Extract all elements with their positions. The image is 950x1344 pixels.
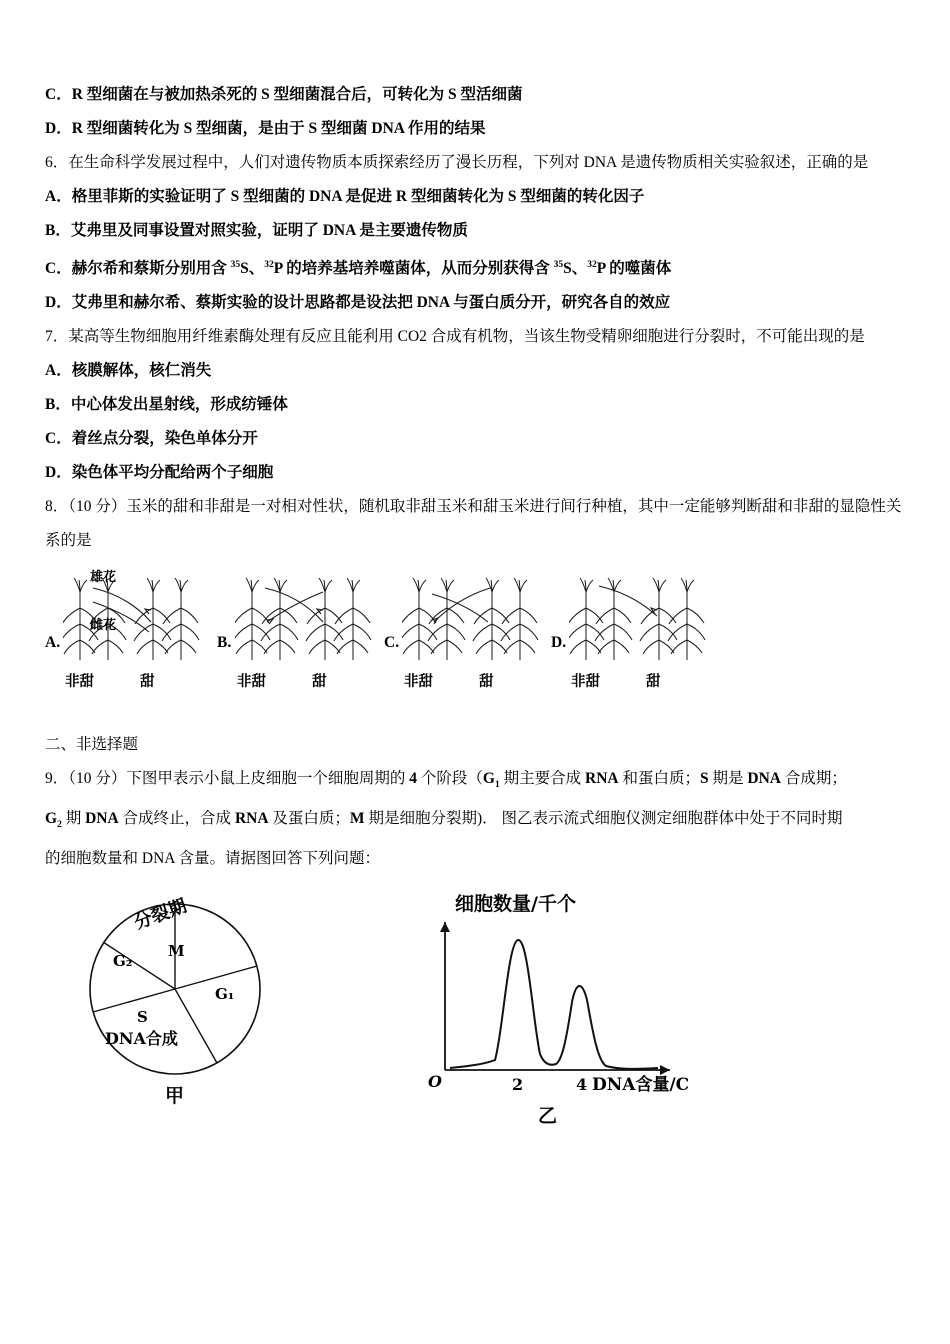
corn-figure bbox=[45, 569, 910, 702]
curve-y-axis-label: 细胞数量/千个 bbox=[455, 893, 576, 916]
option-D-top bbox=[45, 112, 910, 146]
corn-group-c bbox=[384, 572, 559, 697]
corn-caption-left: 非甜 bbox=[571, 674, 600, 691]
option-label: A． bbox=[45, 362, 72, 380]
question-9-line3 bbox=[45, 842, 910, 876]
option-C-top bbox=[45, 78, 910, 112]
question-7-option-d bbox=[45, 456, 910, 490]
corn-caption-left: 非甜 bbox=[404, 674, 433, 691]
corn-annot-xionghua: 雄花 bbox=[90, 569, 117, 585]
question-6-option-a bbox=[45, 180, 910, 214]
corn-caption-left: 非甜 bbox=[237, 674, 266, 691]
option-text: 中心体发出星射线，形成纺锤体 bbox=[70, 396, 288, 414]
question-9-line1 bbox=[45, 762, 910, 802]
option-label: B． bbox=[45, 222, 71, 239]
corn-caption-left: 非甜 bbox=[65, 674, 94, 691]
question-8 bbox=[45, 490, 910, 558]
option-label: C． bbox=[45, 86, 72, 103]
question-7-option-b bbox=[45, 388, 910, 422]
corn-caption-right: 甜 bbox=[479, 674, 494, 691]
corn-annot-cihua: 雌花 bbox=[90, 617, 117, 633]
corn-option-label-a: A. bbox=[45, 634, 61, 652]
curve-origin-label: O bbox=[428, 1072, 442, 1092]
question-6 bbox=[45, 146, 910, 180]
pie-label-s: S bbox=[137, 1008, 148, 1027]
question-number: 8． bbox=[45, 498, 69, 516]
option-label: A． bbox=[45, 188, 72, 205]
corn-caption-right: 甜 bbox=[140, 674, 155, 691]
cell-cycle-pie-svg bbox=[65, 894, 315, 1109]
curve-tick-2: 2 bbox=[512, 1075, 524, 1095]
question-number: 9． bbox=[45, 770, 69, 788]
option-text: 核膜解体，核仁消失 bbox=[71, 362, 212, 380]
option-label: B． bbox=[45, 396, 71, 414]
option-text: 格里菲斯的实验证明了 S 型细菌的 DNA 是促进 R 型细菌转化为 S 型细菌的转化因子 bbox=[71, 188, 645, 205]
corn-group-b bbox=[217, 572, 392, 697]
corn-option-label-d: D. bbox=[551, 634, 567, 652]
page-content bbox=[45, 78, 910, 1149]
pie-label-dna-synthesis: DNA合成 bbox=[105, 1029, 178, 1049]
option-text: R 型细菌在与被加热杀死的 S 型细菌混合后，可转化为 S 型活细菌 bbox=[71, 86, 523, 103]
question-6-option-b bbox=[45, 214, 910, 248]
option-text: 染色体平均分配给两个子细胞 bbox=[71, 464, 274, 482]
option-text-c: 赫尔希和蔡斯分别用含 $^{35}$S、$^{32}$P 的培养基培养噬菌体，从而分别获得含 $^{35}$S、$^{32}$P 的噬菌体 bbox=[71, 260, 672, 278]
question-9-text-1: （10 分）下图甲表示小鼠上皮细胞一个细胞周期的 4 个阶段（$G_1$ 期主要合成 RNA 和蛋白质；S 期是 DNA 合成期； bbox=[68, 770, 847, 791]
option-text: 艾弗里和赫尔希、蔡斯实验的设计思路都是设法把 DNA 与蛋白质分开，研究各自的效应 bbox=[71, 294, 671, 312]
option-text: R 型细菌转化为 S 型细菌，是由于 S 型细菌 DNA 作用的结果 bbox=[71, 120, 486, 137]
option-text: 艾弗里及同事设置对照实验，证明了 DNA 是主要遗传物质 bbox=[70, 222, 468, 239]
corn-plants-illustration-d bbox=[569, 572, 729, 667]
question-7-option-a bbox=[45, 354, 910, 388]
question-7-option-c bbox=[45, 422, 910, 456]
curve-x-axis-label: DNA含量/C bbox=[592, 1075, 690, 1096]
option-label: D． bbox=[45, 294, 72, 312]
pie-label-g1: G₁ bbox=[215, 985, 235, 1004]
flow-cytometry-curve-figure bbox=[400, 882, 730, 1132]
corn-option-label-c: C. bbox=[384, 634, 400, 652]
question-9-line2 bbox=[45, 802, 910, 842]
corn-caption-right: 甜 bbox=[312, 674, 327, 691]
option-label: C． bbox=[45, 430, 72, 448]
pie-label-m: M bbox=[168, 942, 185, 961]
question-9-text-3: 的细胞数量和 DNA 含量。请据图回答下列问题： bbox=[45, 850, 380, 868]
question-6-option-d bbox=[45, 286, 910, 320]
question-7 bbox=[45, 320, 910, 354]
question-6-option-c bbox=[45, 248, 910, 286]
corn-group-d bbox=[551, 572, 726, 697]
option-label: C． bbox=[45, 260, 72, 278]
question-stem: 某高等生物细胞用纤维素酶处理有反应且能利用 CO2 合成有机物，当该生物受精卵细胞进行分裂时，不可能出现的是 bbox=[68, 328, 865, 346]
option-label: D． bbox=[45, 120, 72, 137]
flow-cytometry-svg bbox=[400, 882, 730, 1127]
pie-figure-caption: 甲 bbox=[165, 1085, 185, 1108]
corn-plants-illustration-c bbox=[402, 572, 562, 667]
corn-group-a bbox=[45, 569, 220, 697]
option-text: 着丝点分裂，染色单体分开 bbox=[71, 430, 258, 448]
question-stem: （10 分）玉米的甜和非甜是一对相对性状，随机取非甜玉米和甜玉米进行间行种植，其中一定能够判断甜和非甜的显隐性关系的是 bbox=[45, 498, 902, 550]
question-9-text-2: $G_2$ 期 DNA 合成终止，合成 RNA 及蛋白质；M 期是细胞分裂期)． 图乙表示流式细胞仪测定细胞群体中处于不同时期 bbox=[45, 810, 843, 831]
pie-label-fenlieqi: 分裂期 bbox=[131, 895, 190, 935]
corn-caption-right: 甜 bbox=[646, 674, 661, 691]
question-stem: 在生命科学发展过程中，人们对遗传物质本质探索经历了漫长历程，下列对 DNA 是遗传物质相关实验叙述，正确的是 bbox=[68, 154, 869, 171]
corn-plants-illustration-a bbox=[63, 572, 223, 667]
pie-label-g2: G₂ bbox=[113, 952, 133, 971]
figure-block-9 bbox=[45, 894, 910, 1149]
option-label: D． bbox=[45, 464, 72, 482]
cell-cycle-pie-figure bbox=[65, 894, 315, 1114]
corn-option-label-b: B. bbox=[217, 634, 232, 652]
curve-figure-caption: 乙 bbox=[538, 1105, 558, 1128]
question-number: 7． bbox=[45, 328, 69, 346]
question-number: 6． bbox=[45, 154, 69, 171]
section-two-title: 二、非选择题 bbox=[45, 736, 139, 754]
curve-tick-4: 4 bbox=[576, 1075, 588, 1095]
corn-plants-illustration-b bbox=[235, 572, 395, 667]
